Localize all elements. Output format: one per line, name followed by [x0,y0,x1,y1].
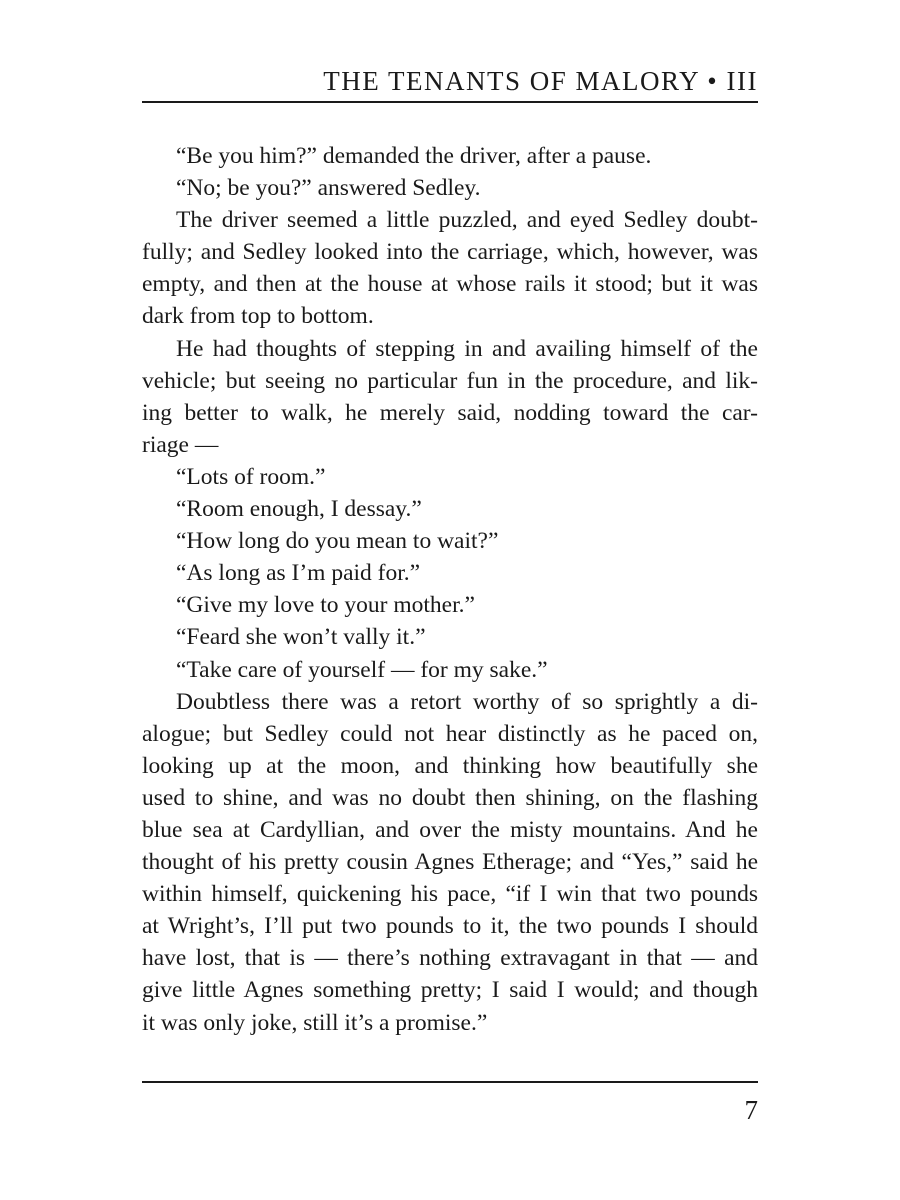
text-line: “Feard she won’t vally it.” [176,624,426,651]
text-line: have lost, that is — there’s nothing extravagant in that — and [142,945,758,972]
running-head: THE TENANTS OF MALORY • III [323,66,758,96]
text-line: at Wright’s, I’ll put two pounds to it, the two pounds I should [142,913,758,940]
text-line: “As long as I’m paid for.” [176,560,421,587]
page-number: 7 [744,1095,758,1125]
text-line: used to shine, and was no doubt then shining, on the flashing [142,784,758,811]
text-line: “Be you him?” demanded the driver, after a pause. [176,143,652,169]
text-line: it was only joke, still it’s a promise.” [142,1009,488,1036]
text-line: fully; and Sedley looked into the carriage, which, however, was [142,239,758,266]
footer-rule [142,1081,758,1083]
text-line: “Room enough, I dessay.” [176,496,422,523]
text-line: Doubtless there was a retort worthy of so sprightly a di- [176,688,758,715]
text-line: empty, and then at the house at whose rails it stood; but it was [142,271,758,298]
text-line: vehicle; but seeing no particular fun in the procedure, and lik- [142,367,758,394]
text-line: “No; be you?” answered Sedley. [176,175,481,202]
text-line: “How long do you mean to wait?” [176,528,499,555]
text-line: ing better to walk, he merely said, nodding toward the car- [142,399,758,426]
body-text [142,140,758,1039]
text-line: give little Agnes something pretty; I said I would; and though [142,977,758,1004]
text-line: alogue; but Sedley could not hear distinctly as he paced on, [142,720,758,747]
text-line: thought of his pretty cousin Agnes Etherage; and “Yes,” said he [142,849,758,876]
text-line: The driver seemed a little puzzled, and eyed Sedley doubt- [176,207,758,234]
text-line: He had thoughts of stepping in and availing himself of the [176,335,758,362]
text-line: looking up at the moon, and thinking how beautifully she [142,752,758,779]
text-line: blue sea at Cardyllian, and over the misty mountains. And he [142,816,758,843]
text-line: “Give my love to your mother.” [176,592,475,619]
text-line: “Lots of room.” [176,463,326,490]
text-line: dark from top to bottom. [142,303,374,330]
text-line: within himself, quickening his pace, “if I win that two pounds [142,881,758,908]
text-line: “Take care of yourself — for my sake.” [176,656,548,683]
header-rule [142,101,758,103]
text-line: riage — [142,431,219,458]
